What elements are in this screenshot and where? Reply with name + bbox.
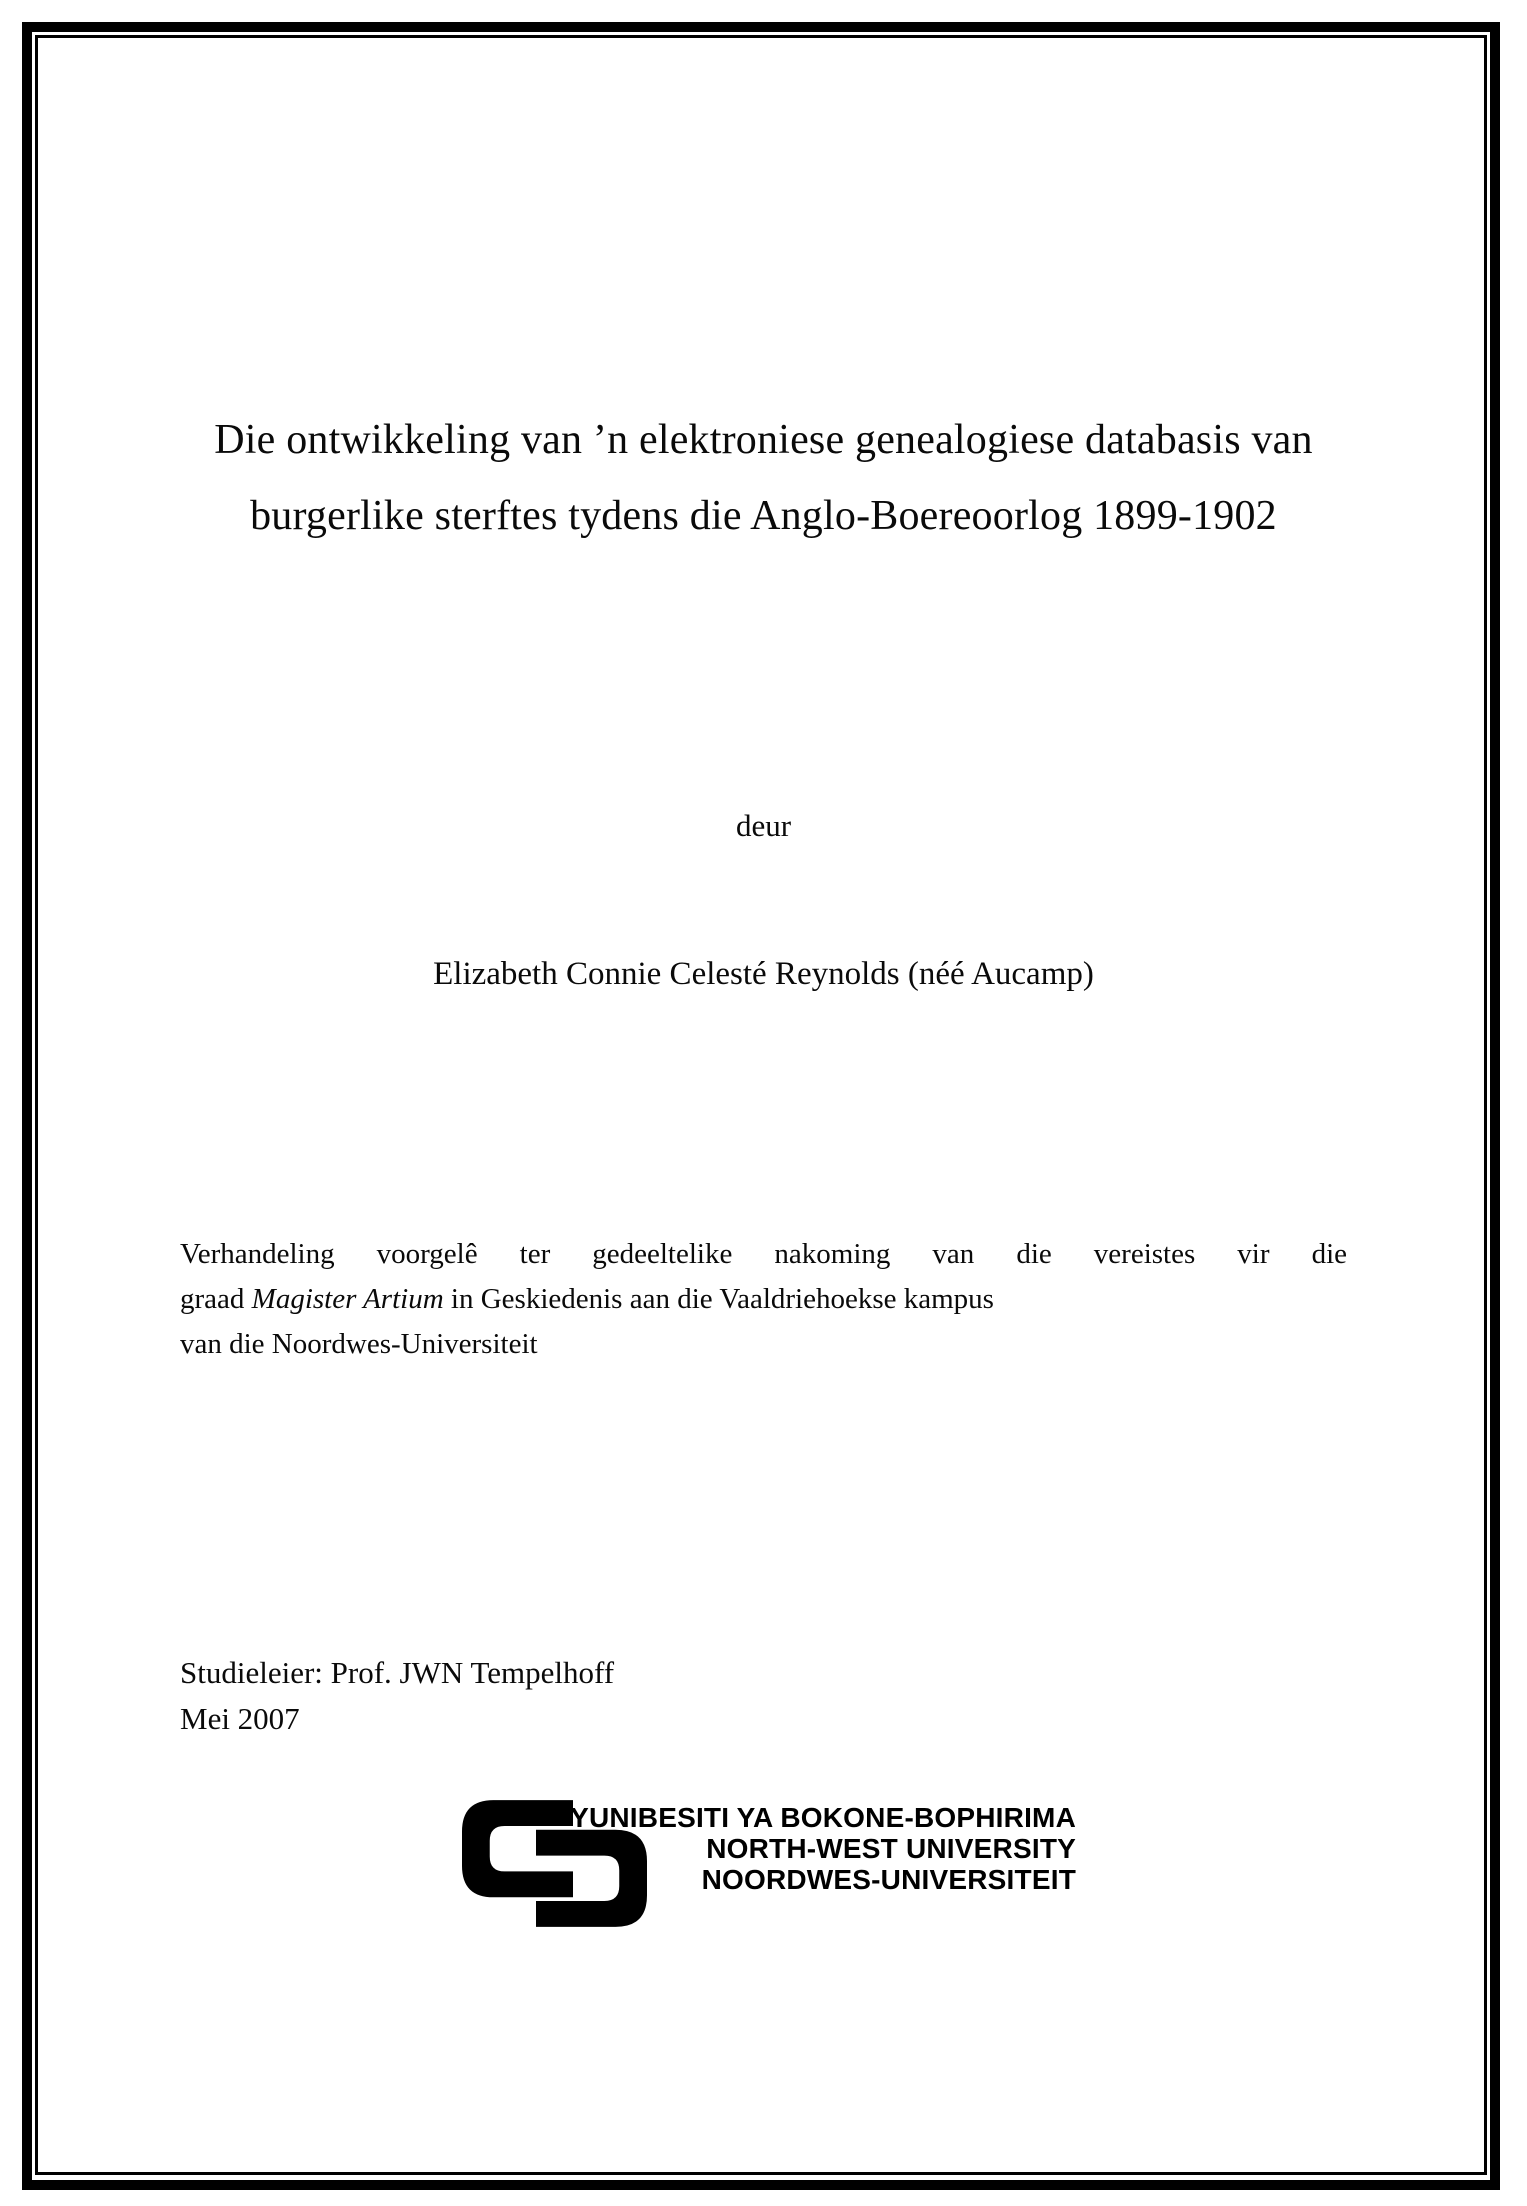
thesis-title — [110, 402, 1417, 554]
date-line: Mei 2007 — [180, 1701, 300, 1736]
declaration-line-2-suffix: in Geskiedenis aan die Vaaldriehoekse kampus — [443, 1283, 994, 1315]
logo-text-afrikaans: NOORDWES-UNIVERSITEIT — [701, 1864, 1076, 1895]
thesis-title-line-1: Die ontwikkeling van ’n elektroniese genealogiese databasis van — [214, 417, 1313, 463]
supervisor-and-date — [180, 1650, 614, 1742]
byline-deur: deur — [735, 808, 792, 843]
university-logo-text — [570, 1802, 1076, 1895]
declaration-line-3: van die Noordwes-Universiteit — [180, 1328, 538, 1360]
thesis-title-line-2: burgerlike sterftes tydens die Anglo-Boereoorlog 1899-1902 — [250, 493, 1277, 539]
degree-declaration — [180, 1232, 1347, 1367]
degree-name-italic: Magister Artium — [251, 1283, 444, 1315]
logo-text-english: NORTH-WEST UNIVERSITY — [706, 1833, 1076, 1864]
supervisor-line: Studieleier: Prof. JWN Tempelhoff — [180, 1655, 615, 1690]
declaration-line-2-prefix: graad — [180, 1283, 252, 1315]
declaration-line-1: Verhandeling voorgelê ter gedeeltelike nakoming van die vereistes vir die — [180, 1238, 1347, 1270]
declaration-line-2 — [180, 1277, 1347, 1322]
author-name: Elizabeth Connie Celesté Reynolds (néé Aucamp) — [433, 956, 1094, 992]
logo-text-setswana: YUNIBESITI YA BOKONE-BOPHIRIMA — [570, 1802, 1076, 1833]
university-logo — [462, 1798, 1076, 1932]
